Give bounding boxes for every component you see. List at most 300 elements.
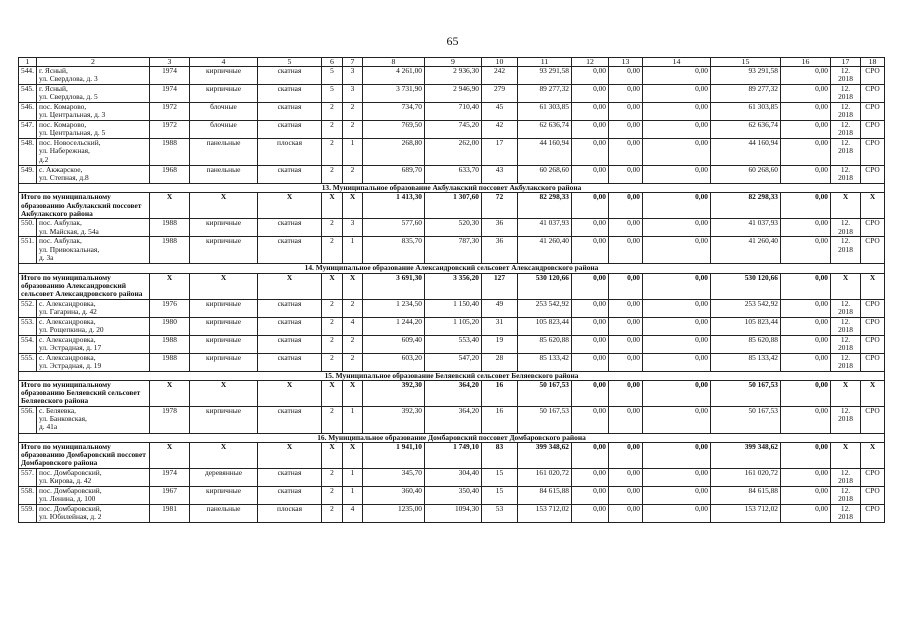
- cell-c16: 0,00: [781, 193, 831, 219]
- cell-area2: 2 936,30: [425, 67, 482, 85]
- cell-c13: 0,00: [609, 443, 643, 469]
- cell-number: 559.: [19, 505, 37, 523]
- cell-c15: 161 020,72: [711, 469, 781, 487]
- cell-c14: 0,00: [643, 67, 711, 85]
- cell-date: 12. 2018: [831, 103, 861, 121]
- cell-way: X: [861, 443, 885, 469]
- cell-address: пос. Новосельский, ул. Набережная, д.2: [37, 139, 150, 166]
- cell-roof: плоская: [258, 139, 322, 166]
- cell-c12: 0,00: [572, 121, 609, 139]
- cell-year: 1968: [150, 166, 190, 184]
- cell-c14: 0,00: [643, 85, 711, 103]
- cell-res: 279: [482, 85, 518, 103]
- cell-year: X: [150, 273, 190, 299]
- cell-c13: 0,00: [609, 139, 643, 166]
- cell-cost: 50 167,53: [518, 380, 572, 406]
- cell-c13: 0,00: [609, 469, 643, 487]
- column-number: 8: [363, 58, 425, 67]
- cell-date: 12. 2018: [831, 406, 861, 433]
- cell-date: X: [831, 380, 861, 406]
- table-row: [19, 487, 885, 505]
- cell-area: 1 413,30: [363, 193, 425, 219]
- cell-address: с. Александровка, ул. Эстрадная, д. 19: [37, 353, 150, 371]
- page-number: 65: [446, 34, 459, 48]
- cell-roof: скатная: [258, 487, 322, 505]
- cell-c14: 0,00: [643, 193, 711, 219]
- total-label: Итого по муниципальному образованию Домбаровский поссовет Домбаровского района: [19, 443, 150, 469]
- cell-area2: 710,40: [425, 103, 482, 121]
- cell-number: 558.: [19, 487, 37, 505]
- cell-number: 546.: [19, 103, 37, 121]
- cell-c15: 84 615,88: [711, 487, 781, 505]
- cell-c14: 0,00: [643, 273, 711, 299]
- cell-c14: 0,00: [643, 406, 711, 433]
- cell-cost: 399 348,62: [518, 443, 572, 469]
- cell-date: 12. 2018: [831, 121, 861, 139]
- column-number: 10: [482, 58, 518, 67]
- cell-res: 45: [482, 103, 518, 121]
- cell-fl: 2: [322, 219, 343, 237]
- table-row: [19, 237, 885, 264]
- cell-fl: 2: [322, 353, 343, 371]
- cell-c15: 50 167,53: [711, 380, 781, 406]
- cell-year: 1972: [150, 121, 190, 139]
- cell-date: 12. 2018: [831, 335, 861, 353]
- cell-date: 12. 2018: [831, 166, 861, 184]
- cell-roof: X: [258, 193, 322, 219]
- cell-c16: 0,00: [781, 299, 831, 317]
- cell-c14: 0,00: [643, 139, 711, 166]
- cell-cost: 161 020,72: [518, 469, 572, 487]
- cell-c16: 0,00: [781, 353, 831, 371]
- cell-res: 16: [482, 406, 518, 433]
- cell-cost: 530 120,66: [518, 273, 572, 299]
- cell-area: 609,40: [363, 335, 425, 353]
- cell-c12: 0,00: [572, 85, 609, 103]
- cell-c13: 0,00: [609, 505, 643, 523]
- cell-cost: 84 615,88: [518, 487, 572, 505]
- cell-address: с. Александровка, ул. Рощепкина, д. 20: [37, 317, 150, 335]
- cell-roof: скатная: [258, 103, 322, 121]
- cell-c15: 50 167,53: [711, 406, 781, 433]
- cell-way: СРО: [861, 406, 885, 433]
- cell-area2: 547,20: [425, 353, 482, 371]
- cell-fl: 2: [322, 237, 343, 264]
- cell-cost: 89 277,32: [518, 85, 572, 103]
- cell-fl: 2: [322, 335, 343, 353]
- cell-cost: 41 037,93: [518, 219, 572, 237]
- cell-c16: 0,00: [781, 166, 831, 184]
- cell-area2: 787,30: [425, 237, 482, 264]
- cell-cost: 105 823,44: [518, 317, 572, 335]
- cell-res: 31: [482, 317, 518, 335]
- cell-c12: 0,00: [572, 219, 609, 237]
- section-title: 13. Муниципальное образование Акбулакский поссовет Акбулакского района: [19, 184, 885, 193]
- cell-wall: панельные: [190, 166, 258, 184]
- cell-year: 1988: [150, 219, 190, 237]
- cell-cost: 82 298,33: [518, 193, 572, 219]
- cell-way: СРО: [861, 353, 885, 371]
- cell-en: X: [343, 193, 363, 219]
- table-row: [19, 505, 885, 523]
- cell-cost: 50 167,53: [518, 406, 572, 433]
- cell-c14: 0,00: [643, 219, 711, 237]
- cell-c13: 0,00: [609, 406, 643, 433]
- cell-year: 1988: [150, 335, 190, 353]
- cell-year: 1974: [150, 67, 190, 85]
- register-table: [18, 57, 885, 523]
- cell-c14: 0,00: [643, 237, 711, 264]
- column-number: 5: [258, 58, 322, 67]
- cell-c12: 0,00: [572, 469, 609, 487]
- cell-c13: 0,00: [609, 380, 643, 406]
- cell-fl: X: [322, 380, 343, 406]
- cell-date: 12. 2018: [831, 237, 861, 264]
- column-number: 18: [861, 58, 885, 67]
- cell-area2: 364,20: [425, 406, 482, 433]
- cell-wall: деревянные: [190, 469, 258, 487]
- cell-wall: блочные: [190, 103, 258, 121]
- cell-en: X: [343, 380, 363, 406]
- cell-address: с. Акжарское, ул. Степная, д.8: [37, 166, 150, 184]
- cell-fl: X: [322, 193, 343, 219]
- column-number: 11: [518, 58, 572, 67]
- cell-roof: X: [258, 273, 322, 299]
- cell-roof: скатная: [258, 67, 322, 85]
- cell-roof: плоская: [258, 505, 322, 523]
- cell-c12: 0,00: [572, 443, 609, 469]
- cell-en: X: [343, 443, 363, 469]
- cell-area: 689,70: [363, 166, 425, 184]
- cell-date: X: [831, 443, 861, 469]
- cell-area: 1 234,50: [363, 299, 425, 317]
- cell-fl: 2: [322, 487, 343, 505]
- column-number-row: [19, 58, 885, 67]
- cell-address: пос. Комарово, ул. Центральная, д. 5: [37, 121, 150, 139]
- cell-c12: 0,00: [572, 237, 609, 264]
- cell-res: 16: [482, 380, 518, 406]
- cell-res: 53: [482, 505, 518, 523]
- cell-way: СРО: [861, 103, 885, 121]
- cell-way: СРО: [861, 166, 885, 184]
- cell-wall: кирпичные: [190, 406, 258, 433]
- cell-year: X: [150, 380, 190, 406]
- cell-c12: 0,00: [572, 335, 609, 353]
- table-row: [19, 121, 885, 139]
- cell-wall: X: [190, 380, 258, 406]
- cell-c15: 85 620,88: [711, 335, 781, 353]
- table-row: [19, 335, 885, 353]
- cell-c13: 0,00: [609, 335, 643, 353]
- cell-c13: 0,00: [609, 487, 643, 505]
- cell-roof: скатная: [258, 121, 322, 139]
- cell-c15: 153 712,02: [711, 505, 781, 523]
- cell-number: 551.: [19, 237, 37, 264]
- cell-cost: 44 160,94: [518, 139, 572, 166]
- cell-en: 3: [343, 219, 363, 237]
- cell-area: 360,40: [363, 487, 425, 505]
- cell-wall: кирпичные: [190, 85, 258, 103]
- cell-c16: 0,00: [781, 103, 831, 121]
- cell-way: СРО: [861, 139, 885, 166]
- cell-c13: 0,00: [609, 273, 643, 299]
- cell-roof: скатная: [258, 299, 322, 317]
- municipality-total-row: [19, 380, 885, 406]
- cell-date: 12. 2018: [831, 85, 861, 103]
- cell-c16: 0,00: [781, 505, 831, 523]
- cell-res: 42: [482, 121, 518, 139]
- cell-en: 2: [343, 299, 363, 317]
- cell-en: 2: [343, 103, 363, 121]
- cell-res: 49: [482, 299, 518, 317]
- cell-year: 1988: [150, 237, 190, 264]
- cell-fl: 2: [322, 121, 343, 139]
- cell-fl: 2: [322, 299, 343, 317]
- cell-wall: кирпичные: [190, 299, 258, 317]
- cell-way: СРО: [861, 469, 885, 487]
- cell-address: г. Ясный, ул. Свердлова, д. 5: [37, 85, 150, 103]
- cell-year: 1967: [150, 487, 190, 505]
- cell-res: 43: [482, 166, 518, 184]
- cell-area: 734,70: [363, 103, 425, 121]
- cell-res: 83: [482, 443, 518, 469]
- cell-c14: 0,00: [643, 121, 711, 139]
- cell-fl: 2: [322, 103, 343, 121]
- cell-way: X: [861, 380, 885, 406]
- municipality-total-row: [19, 273, 885, 299]
- cell-roof: скатная: [258, 166, 322, 184]
- cell-c15: 61 303,85: [711, 103, 781, 121]
- cell-c14: 0,00: [643, 469, 711, 487]
- cell-area: 769,50: [363, 121, 425, 139]
- cell-fl: 5: [322, 67, 343, 85]
- cell-fl: 2: [322, 139, 343, 166]
- cell-area: 577,60: [363, 219, 425, 237]
- column-number: 15: [711, 58, 781, 67]
- cell-c14: 0,00: [643, 335, 711, 353]
- cell-area2: 1 105,20: [425, 317, 482, 335]
- cell-roof: скатная: [258, 469, 322, 487]
- cell-wall: кирпичные: [190, 335, 258, 353]
- cell-c13: 0,00: [609, 85, 643, 103]
- cell-c16: 0,00: [781, 406, 831, 433]
- total-label: Итого по муниципальному образованию Беляевский сельсовет Беляевского района: [19, 380, 150, 406]
- cell-date: 12. 2018: [831, 353, 861, 371]
- cell-fl: X: [322, 443, 343, 469]
- cell-year: 1978: [150, 406, 190, 433]
- column-number: 12: [572, 58, 609, 67]
- section-heading-row: [19, 371, 885, 380]
- cell-c15: 44 160,94: [711, 139, 781, 166]
- cell-en: 2: [343, 335, 363, 353]
- cell-date: 12. 2018: [831, 219, 861, 237]
- cell-cost: 253 542,92: [518, 299, 572, 317]
- cell-c12: 0,00: [572, 299, 609, 317]
- column-number: 13: [609, 58, 643, 67]
- table-row: [19, 219, 885, 237]
- cell-wall: кирпичные: [190, 67, 258, 85]
- cell-way: СРО: [861, 219, 885, 237]
- cell-c16: 0,00: [781, 487, 831, 505]
- cell-address: пос. Домбаровский, ул. Кирова, д. 42: [37, 469, 150, 487]
- cell-res: 19: [482, 335, 518, 353]
- cell-area: 603,20: [363, 353, 425, 371]
- municipality-total-row: [19, 443, 885, 469]
- cell-area2: 1094,30: [425, 505, 482, 523]
- cell-area2: 633,70: [425, 166, 482, 184]
- column-number: 3: [150, 58, 190, 67]
- cell-c16: 0,00: [781, 219, 831, 237]
- table-row: [19, 353, 885, 371]
- cell-area2: 3 356,20: [425, 273, 482, 299]
- cell-c15: 82 298,33: [711, 193, 781, 219]
- cell-roof: скатная: [258, 219, 322, 237]
- table-row: [19, 317, 885, 335]
- cell-fl: 5: [322, 85, 343, 103]
- cell-area2: 553,40: [425, 335, 482, 353]
- cell-en: 3: [343, 67, 363, 85]
- cell-year: 1974: [150, 469, 190, 487]
- column-number: 7: [343, 58, 363, 67]
- table-row: [19, 67, 885, 85]
- cell-c15: 93 291,58: [711, 67, 781, 85]
- cell-en: 4: [343, 317, 363, 335]
- cell-c12: 0,00: [572, 317, 609, 335]
- cell-res: 17: [482, 139, 518, 166]
- cell-way: СРО: [861, 487, 885, 505]
- cell-area: 1235,00: [363, 505, 425, 523]
- cell-way: СРО: [861, 237, 885, 264]
- column-number: 14: [643, 58, 711, 67]
- cell-address: пос. Домбаровский, ул. Ленина, д. 100: [37, 487, 150, 505]
- cell-en: 1: [343, 487, 363, 505]
- cell-c12: 0,00: [572, 353, 609, 371]
- cell-number: 544.: [19, 67, 37, 85]
- cell-c15: 85 133,42: [711, 353, 781, 371]
- cell-address: пос. Домбаровский, ул. Юбилейная, д. 2: [37, 505, 150, 523]
- cell-way: СРО: [861, 299, 885, 317]
- cell-en: 3: [343, 85, 363, 103]
- cell-year: 1976: [150, 299, 190, 317]
- cell-c16: 0,00: [781, 380, 831, 406]
- cell-year: X: [150, 193, 190, 219]
- cell-c15: 60 268,60: [711, 166, 781, 184]
- table-row: [19, 166, 885, 184]
- cell-cost: 60 268,60: [518, 166, 572, 184]
- cell-c12: 0,00: [572, 166, 609, 184]
- column-number: 4: [190, 58, 258, 67]
- cell-number: 547.: [19, 121, 37, 139]
- table-row: [19, 85, 885, 103]
- cell-number: 545.: [19, 85, 37, 103]
- cell-c16: 0,00: [781, 139, 831, 166]
- cell-area: 392,30: [363, 406, 425, 433]
- cell-c13: 0,00: [609, 121, 643, 139]
- cell-en: 2: [343, 166, 363, 184]
- cell-c15: 62 636,74: [711, 121, 781, 139]
- cell-res: 36: [482, 219, 518, 237]
- cell-area: 1 941,10: [363, 443, 425, 469]
- cell-c16: 0,00: [781, 317, 831, 335]
- cell-way: СРО: [861, 335, 885, 353]
- cell-year: 1981: [150, 505, 190, 523]
- cell-roof: скатная: [258, 317, 322, 335]
- column-number: 2: [37, 58, 150, 67]
- cell-res: 127: [482, 273, 518, 299]
- cell-c12: 0,00: [572, 380, 609, 406]
- column-number: 1: [19, 58, 37, 67]
- cell-area: 3 691,30: [363, 273, 425, 299]
- cell-fl: 2: [322, 166, 343, 184]
- cell-en: 1: [343, 469, 363, 487]
- cell-roof: X: [258, 443, 322, 469]
- cell-wall: кирпичные: [190, 353, 258, 371]
- cell-c15: 399 348,62: [711, 443, 781, 469]
- cell-c13: 0,00: [609, 237, 643, 264]
- cell-c13: 0,00: [609, 166, 643, 184]
- cell-number: 555.: [19, 353, 37, 371]
- cell-cost: 41 260,40: [518, 237, 572, 264]
- cell-c12: 0,00: [572, 487, 609, 505]
- cell-roof: скатная: [258, 237, 322, 264]
- cell-wall: панельные: [190, 505, 258, 523]
- cell-c14: 0,00: [643, 103, 711, 121]
- cell-area: 835,70: [363, 237, 425, 264]
- cell-c16: 0,00: [781, 237, 831, 264]
- cell-area2: 745,20: [425, 121, 482, 139]
- cell-area2: 350,40: [425, 487, 482, 505]
- cell-roof: скатная: [258, 406, 322, 433]
- cell-date: 12. 2018: [831, 139, 861, 166]
- cell-way: X: [861, 193, 885, 219]
- cell-c13: 0,00: [609, 219, 643, 237]
- cell-area: 392,30: [363, 380, 425, 406]
- cell-area2: 1 150,40: [425, 299, 482, 317]
- table-row: [19, 469, 885, 487]
- cell-date: 12. 2018: [831, 469, 861, 487]
- cell-c14: 0,00: [643, 380, 711, 406]
- cell-c15: 253 542,92: [711, 299, 781, 317]
- cell-roof: X: [258, 380, 322, 406]
- cell-area2: 364,20: [425, 380, 482, 406]
- table-row: [19, 406, 885, 433]
- cell-area2: 1 749,10: [425, 443, 482, 469]
- cell-c13: 0,00: [609, 67, 643, 85]
- cell-c12: 0,00: [572, 193, 609, 219]
- cell-en: X: [343, 273, 363, 299]
- cell-number: 550.: [19, 219, 37, 237]
- cell-year: 1974: [150, 85, 190, 103]
- cell-date: 12. 2018: [831, 299, 861, 317]
- cell-date: 12. 2018: [831, 505, 861, 523]
- cell-c14: 0,00: [643, 505, 711, 523]
- cell-c13: 0,00: [609, 193, 643, 219]
- cell-address: пос. Акбулак, ул. Майская, д. 54а: [37, 219, 150, 237]
- total-label: Итого по муниципальному образованию Александровский сельсовет Александровского района: [19, 273, 150, 299]
- cell-fl: X: [322, 273, 343, 299]
- cell-roof: скатная: [258, 85, 322, 103]
- cell-c14: 0,00: [643, 317, 711, 335]
- cell-wall: панельные: [190, 139, 258, 166]
- cell-cost: 93 291,58: [518, 67, 572, 85]
- column-number: 9: [425, 58, 482, 67]
- cell-c13: 0,00: [609, 103, 643, 121]
- column-number: 16: [781, 58, 831, 67]
- cell-c13: 0,00: [609, 299, 643, 317]
- cell-c14: 0,00: [643, 487, 711, 505]
- cell-res: 72: [482, 193, 518, 219]
- cell-c16: 0,00: [781, 443, 831, 469]
